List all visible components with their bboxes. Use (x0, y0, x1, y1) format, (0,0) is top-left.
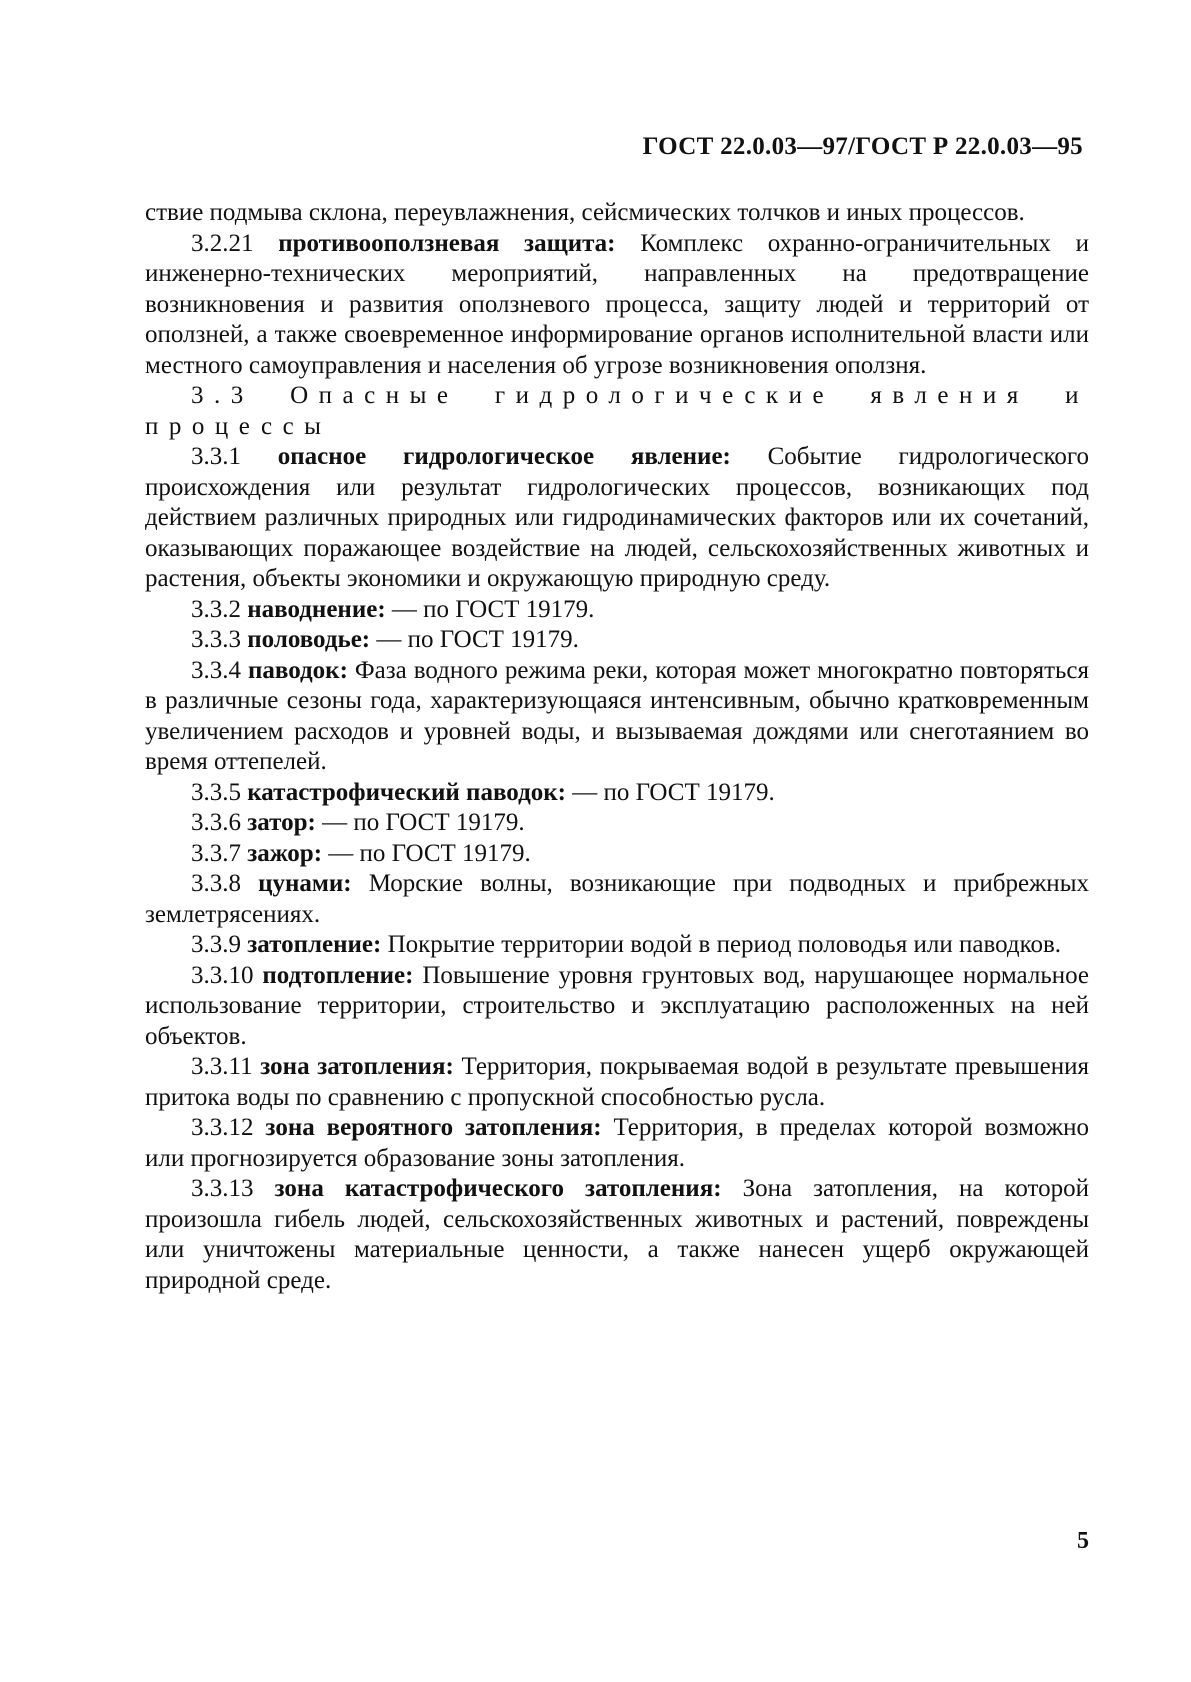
paragraph-3-3-2 (145, 595, 1089, 626)
paragraph-3-3-9 (145, 930, 1089, 961)
clause-number: 3.3.7 (191, 839, 248, 867)
paragraph-3-3-12 (145, 1113, 1089, 1174)
clause-number: 3.3.4 (191, 656, 249, 684)
document-header: ГОСТ 22.0.03—97/ГОСТ Р 22.0.03—95 (642, 133, 1083, 160)
term: зажор: (247, 839, 323, 867)
clause-number: 3.3.8 (191, 870, 259, 897)
clause-number: 3.3.11 (191, 1053, 261, 1080)
definition: — по ГОСТ 19179. (565, 778, 775, 806)
term: зона затопления: (260, 1053, 454, 1080)
term: наводнение: (247, 595, 386, 623)
clause-number: 3.3.9 (191, 931, 248, 958)
paragraph-3-3-10 (145, 961, 1089, 1053)
term: паводок: (248, 656, 348, 684)
clause-number: 3.2.21 (191, 229, 279, 257)
definition: Морские волны, возникающие при подводных и прибрежных землетрясениях. (145, 870, 1089, 928)
definition: Территория, в пределах которой возможно или прогнозируется образование зоны затопления. (145, 1114, 1090, 1172)
definition: — по ГОСТ 19179. (385, 595, 595, 623)
definition: — по ГОСТ 19179. (315, 809, 525, 836)
term: затопление: (247, 931, 382, 958)
term: половодье: (247, 626, 371, 653)
definition: — по ГОСТ 19179. (322, 839, 531, 867)
clause-number: 3.3.12 (191, 1114, 266, 1141)
paragraph-3-3-7 (145, 839, 1089, 870)
page-number: 5 (1077, 1528, 1089, 1554)
definition: Повышение уровня грунтовых вод, нарушающее нормальное использование территории, строительство и эксплуатацию расположенных на ней объектов. (145, 961, 1090, 1050)
term: опасное гидрологическое явление: (277, 443, 731, 470)
definition: Территория, покрываемая водой в результате превышения притока воды по сравнению с пропускной способностью русла. (145, 1053, 1089, 1111)
definition: Комплекс охранно-ограничительных и инженерно-технических мероприятий, направленных на предотвращение возникновения и развития оползневого процесса, защиту людей и территорий от оползней, а также своевременное информирование органов исполнительной власти или местного самоуправления и населения об угрозе возникновения оползня. (145, 229, 1089, 379)
definition: — по ГОСТ 19179. (370, 626, 579, 653)
clause-number: 3.3.13 (191, 1175, 275, 1202)
paragraph-3-3-1 (145, 442, 1089, 595)
section-heading-3-3: 3.3 Опасные гидрологические явления и процессы (145, 382, 1089, 440)
paragraph-3-2-21 (145, 229, 1089, 382)
paragraph-continuation: ствие подмыва склона, переувлажнения, сейсмических толчков и иных процессов. (145, 199, 1025, 226)
definition: Зона затопления, на которой произошла гибель людей, сельскохозяйственных животных и растений, повреждены или уничтожены материальные ценности, а также нанесен ущерб окружающей природной среде. (145, 1175, 1090, 1294)
clause-number: 3.3.10 (191, 961, 263, 989)
paragraph-3-3-6 (145, 808, 1089, 839)
definition: Фаза водного режима реки, которая может многократно повторяться в различные сезоны года, характеризующаяся интенсивным, обычно кратковременным увеличением расходов и уровней воды, и вызываемая дождями или снеготаянием во время оттепелей. (145, 656, 1089, 775)
clause-number: 3.3.5 (191, 778, 248, 806)
paragraph-3-3-8 (145, 869, 1089, 930)
paragraph-3-3-5 (145, 778, 1089, 809)
term: затор: (247, 809, 316, 836)
term: цунами: (258, 870, 352, 897)
term: зона вероятного затопления: (265, 1114, 602, 1141)
definition: Событие гидрологического происхождения или результат гидрологических процессов, возникающих под действием различных природных или гидродинамических факторов или их сочетаний, оказывающих поражающее воздействие на людей, сельскохозяйственных животных и растения, объекты экономики и окружающую природную среду. (145, 443, 1090, 592)
paragraph-3-3-3 (145, 625, 1089, 656)
term: катастрофический паводок: (247, 778, 566, 806)
paragraph-3-3-11 (145, 1052, 1089, 1113)
paragraph-3-3-13 (145, 1174, 1089, 1296)
term: подтопление: (262, 961, 414, 989)
clause-number: 3.3.1 (191, 443, 278, 470)
clause-number: 3.3.3 (191, 626, 248, 653)
clause-number: 3.3.6 (191, 809, 248, 836)
term: противооползневая защита: (278, 229, 616, 257)
term: зона катастрофического затопления: (274, 1175, 722, 1202)
paragraph-3-3-4 (145, 656, 1089, 778)
document-body (145, 198, 1089, 1296)
definition: Покрытие территории водой в период половодья или паводков. (381, 931, 1062, 958)
clause-number: 3.3.2 (191, 595, 248, 623)
